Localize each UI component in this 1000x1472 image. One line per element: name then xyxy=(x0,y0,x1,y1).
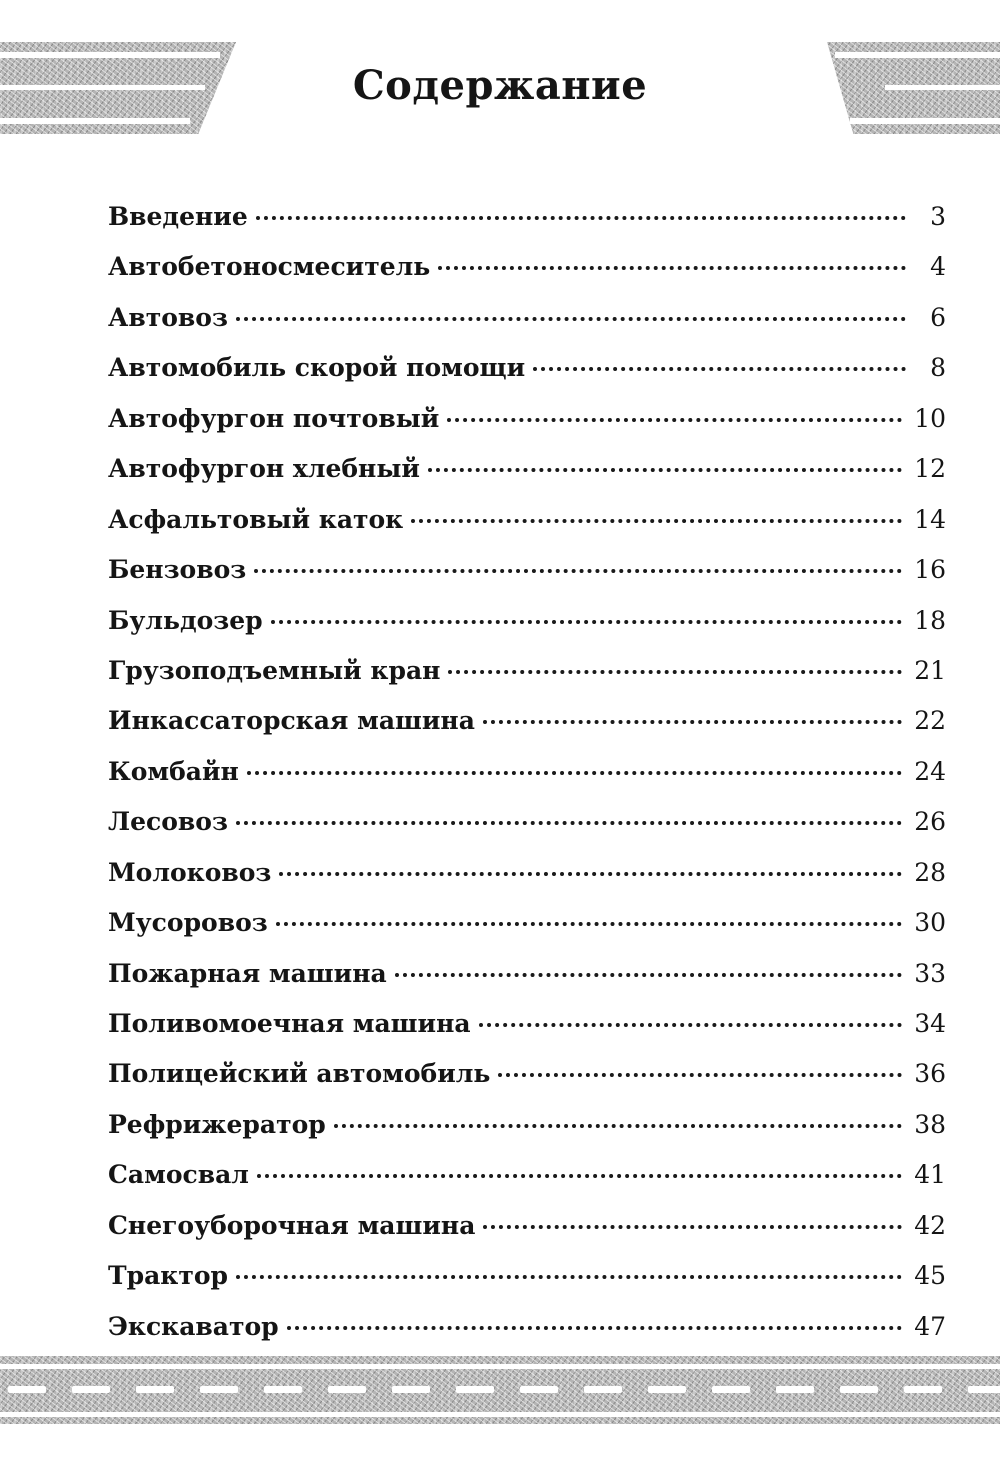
toc-entry[interactable] xyxy=(108,192,946,242)
road-lane-dash xyxy=(456,1386,494,1393)
road-edge-line xyxy=(835,52,1000,58)
toc-entry-page-number: 28 xyxy=(914,857,946,887)
toc-entry-title: Мусоровоз xyxy=(108,908,268,938)
toc-entry[interactable] xyxy=(108,696,946,746)
toc-entry-title: Введение xyxy=(108,202,248,231)
toc-dot-leader xyxy=(438,266,906,270)
toc-entry-page-number: 38 xyxy=(914,1109,946,1139)
toc-dot-leader xyxy=(428,468,902,472)
toc-dot-leader xyxy=(254,569,902,573)
road-lane-dash xyxy=(136,1386,174,1393)
toc-entry-page-number: 6 xyxy=(930,302,946,332)
road-lane-dash xyxy=(72,1386,110,1393)
toc-entry-title: Автомобиль скорой помощи xyxy=(108,353,526,383)
toc-entry-title: Автовоз xyxy=(108,302,228,332)
toc-entry[interactable] xyxy=(108,343,946,393)
road-lane-dash xyxy=(264,1386,302,1393)
toc-entry-page-number: 26 xyxy=(914,807,946,837)
toc-entry[interactable] xyxy=(108,898,946,948)
toc-dot-leader xyxy=(236,1275,902,1279)
road-edge-line xyxy=(0,1412,1000,1417)
toc-entry[interactable] xyxy=(108,646,946,696)
toc-entry-title: Поливомоечная машина xyxy=(108,1009,471,1038)
table-of-contents xyxy=(108,192,946,1352)
toc-entry-page-number: 30 xyxy=(914,908,946,938)
toc-entry-title: Пожарная машина xyxy=(108,958,387,988)
toc-dot-leader xyxy=(287,1326,903,1330)
toc-dot-leader xyxy=(257,1174,902,1178)
toc-entry[interactable] xyxy=(108,999,946,1049)
toc-entry[interactable] xyxy=(108,495,946,545)
road-lane-dash xyxy=(392,1386,430,1393)
page-title: Содержание xyxy=(352,62,648,109)
toc-entry-page-number: 36 xyxy=(914,1059,946,1089)
toc-entry[interactable] xyxy=(108,293,946,343)
toc-entry-page-number: 22 xyxy=(914,706,946,736)
toc-entry[interactable] xyxy=(108,848,946,898)
toc-dot-leader xyxy=(247,771,902,775)
toc-entry[interactable] xyxy=(108,1150,946,1200)
toc-dot-leader xyxy=(279,872,902,876)
toc-entry-page-number: 42 xyxy=(914,1210,946,1240)
road-lane-dash xyxy=(520,1386,558,1393)
toc-entry[interactable] xyxy=(108,1251,946,1301)
toc-entry-page-number: 47 xyxy=(914,1311,946,1341)
toc-entry[interactable] xyxy=(108,545,946,595)
toc-dot-leader xyxy=(448,670,902,674)
toc-entry[interactable] xyxy=(108,1302,946,1352)
road-lane-dash xyxy=(776,1386,814,1393)
road-lane-dash xyxy=(840,1386,878,1393)
toc-entry-title: Полицейский автомобиль xyxy=(108,1059,491,1089)
toc-entry-page-number: 34 xyxy=(914,1009,946,1038)
toc-entry-title: Грузоподъемный кран xyxy=(108,655,441,685)
toc-entry[interactable] xyxy=(108,242,946,292)
toc-entry-page-number: 21 xyxy=(914,655,946,685)
toc-entry[interactable] xyxy=(108,444,946,494)
toc-entry-title: Лесовоз xyxy=(108,807,228,837)
toc-dot-leader xyxy=(498,1073,902,1077)
toc-entry-title: Молоковоз xyxy=(108,857,272,887)
toc-entry-page-number: 41 xyxy=(914,1160,946,1190)
toc-entry-page-number: 18 xyxy=(914,605,946,635)
toc-dot-leader xyxy=(276,922,902,926)
toc-dot-leader xyxy=(236,317,906,321)
toc-entry-title: Экскаватор xyxy=(108,1311,279,1341)
road-lane-dash xyxy=(328,1386,366,1393)
toc-entry-title: Самосвал xyxy=(108,1160,249,1190)
toc-entry-title: Комбайн xyxy=(108,756,239,786)
toc-entry-page-number: 14 xyxy=(914,504,946,534)
toc-dot-leader xyxy=(395,973,902,977)
toc-entry-page-number: 10 xyxy=(914,403,946,433)
toc-entry-page-number: 3 xyxy=(930,202,946,231)
toc-dot-leader xyxy=(533,367,906,371)
road-lane-dash xyxy=(200,1386,238,1393)
road-lane-dash xyxy=(8,1386,46,1393)
toc-entry-title: Асфальтовый каток xyxy=(108,504,404,534)
road-lane-dash xyxy=(968,1386,1000,1393)
toc-entry-page-number: 16 xyxy=(914,555,946,585)
toc-entry-title: Бензовоз xyxy=(108,555,247,585)
road-lane-dash xyxy=(904,1386,942,1393)
toc-entry[interactable] xyxy=(108,1201,946,1251)
road-lane-dash xyxy=(648,1386,686,1393)
toc-entry-page-number: 24 xyxy=(914,756,946,786)
toc-entry[interactable] xyxy=(108,1049,946,1099)
toc-dot-leader xyxy=(256,216,906,220)
toc-entry[interactable] xyxy=(108,797,946,847)
road-edge-line xyxy=(0,1364,1000,1369)
toc-dot-leader xyxy=(271,620,903,624)
toc-entry-page-number: 12 xyxy=(914,454,946,484)
toc-entry-title: Рефрижератор xyxy=(108,1109,326,1139)
road-edge-line xyxy=(0,118,190,124)
toc-entry[interactable] xyxy=(108,394,946,444)
toc-entry-page-number: 45 xyxy=(914,1261,946,1291)
toc-dot-leader xyxy=(411,519,902,523)
toc-dot-leader xyxy=(447,418,902,422)
toc-entry-title: Автобетоносмеситель xyxy=(108,252,431,282)
toc-entry[interactable] xyxy=(108,747,946,797)
toc-entry-title: Трактор xyxy=(108,1261,228,1291)
toc-entry-page-number: 4 xyxy=(930,252,946,282)
road-edge-line xyxy=(850,118,1000,124)
toc-entry[interactable] xyxy=(108,596,946,646)
road-lane-dash xyxy=(584,1386,622,1393)
toc-dot-leader xyxy=(236,821,902,825)
toc-entry-page-number: 33 xyxy=(914,958,946,988)
road-edge-line xyxy=(0,52,220,58)
toc-dot-leader xyxy=(479,1023,903,1027)
toc-entry-title: Инкассаторская машина xyxy=(108,706,475,736)
toc-dot-leader xyxy=(483,720,902,724)
toc-entry[interactable] xyxy=(108,949,946,999)
toc-entry-title: Автофургон почтовый xyxy=(108,403,440,433)
toc-entry-title: Автофургон хлебный xyxy=(108,454,420,484)
toc-dot-leader xyxy=(334,1124,902,1128)
road-lane-dash xyxy=(712,1386,750,1393)
toc-entry[interactable] xyxy=(108,1100,946,1150)
toc-entry-page-number: 8 xyxy=(930,353,946,383)
toc-dot-leader xyxy=(483,1225,902,1229)
toc-entry-title: Снегоуборочная машина xyxy=(108,1210,476,1240)
toc-entry-title: Бульдозер xyxy=(108,605,263,635)
